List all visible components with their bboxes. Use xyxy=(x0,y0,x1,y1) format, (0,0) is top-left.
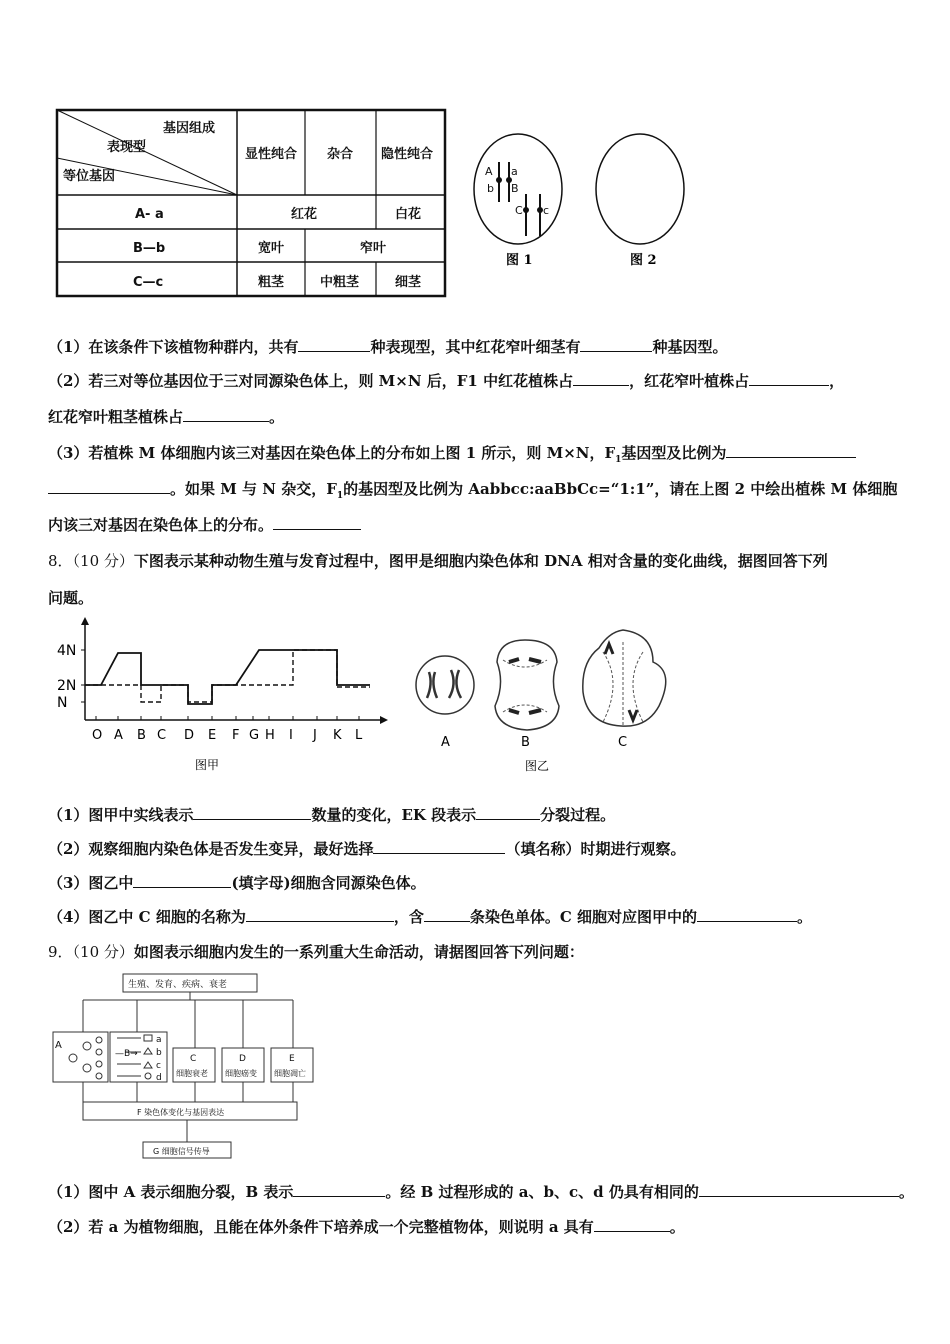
x-axis-arrow xyxy=(380,716,388,724)
q7-part2-cont: 红花窄叶粗茎植株占 。 xyxy=(48,408,285,426)
answer-blank[interactable] xyxy=(373,839,505,854)
x-tick-label: B xyxy=(137,728,146,743)
row-gene: B—b xyxy=(133,241,166,256)
q7-part3: （3）若植株 M 体细胞内该三对基因在染色体上的分布如上图 1 所示，则 M×N，$F_1$基因型及比例为 xyxy=(48,443,856,470)
chart-caption-yi: 图乙 xyxy=(525,759,550,773)
cell-c xyxy=(583,630,666,750)
fig2-cell xyxy=(590,132,690,272)
fig1-caption: 图 1 xyxy=(506,253,533,268)
cell-label: C xyxy=(618,735,628,750)
q8-s4: （4）图乙中 C 细胞的名称为 ，含 条染色单体。C 细胞对应图甲中的 。 xyxy=(48,908,813,926)
answer-blank[interactable] xyxy=(183,407,269,422)
abcd-label: d xyxy=(156,1073,162,1083)
y-tick-label: 4N xyxy=(57,643,77,659)
q8-s3: （3）图乙中 (填字母)细胞含同源染色体。 xyxy=(48,874,426,892)
genotype-table xyxy=(55,108,450,300)
fig1-cell xyxy=(470,132,570,272)
answer-blank[interactable] xyxy=(298,337,370,352)
table-cell: 红花 xyxy=(291,207,318,222)
q7-part2: （2）若三对等位基因位于三对同源染色体上，则 M×N 后，F1 中红花植株占 ，红花窄叶植株占 ， xyxy=(48,372,845,390)
x-tick-label: A xyxy=(114,728,123,743)
allele-label: b xyxy=(487,182,494,195)
answer-blank[interactable] xyxy=(273,515,361,530)
q8-s1: （1）图甲中实线表示 数量的变化，EK 段表示 分裂过程。 xyxy=(48,806,616,824)
label-b: —B→ xyxy=(115,1049,138,1059)
q9-diagram xyxy=(45,970,325,1166)
x-tick-label: O xyxy=(92,728,103,743)
col-header: 隐性纯合 xyxy=(381,147,434,162)
table-cell: 宽叶 xyxy=(258,241,285,256)
answer-blank[interactable] xyxy=(246,907,394,922)
answer-blank[interactable] xyxy=(573,371,629,386)
q7-part3-cont: 。如果 M 与 N 杂交，$F_1$的基因型及比例为 Aabbcc:aaBbCc=“1:1”，请在上图 2 中绘出植株 M 体细胞 xyxy=(48,479,897,506)
fig2-caption: 图 2 xyxy=(630,253,657,268)
row-gene: A- a xyxy=(135,207,164,222)
d-letter: D xyxy=(239,1054,246,1064)
q9-intro: 9．（10 分）如图表示细胞内发生的一系列重大生命活动，请据图回答下列问题： xyxy=(48,943,584,961)
abcd-label: b xyxy=(156,1048,162,1058)
chart-caption: 图甲 xyxy=(195,758,220,772)
x-tick-label: D xyxy=(184,728,195,743)
col-header: 杂合 xyxy=(327,147,354,162)
x-tick-label: I xyxy=(289,728,293,743)
allele-label: A xyxy=(485,165,493,178)
table-cell: 白花 xyxy=(395,207,422,222)
series-dashed-line xyxy=(85,650,370,702)
cells-yi xyxy=(405,622,675,782)
diag-mid-label: 表现型 xyxy=(107,140,147,155)
q9-s1: （1）图中 A 表示细胞分裂，B 表示 。经 B 过程形成的 a、b、c、d 仍具有相同的 。 xyxy=(48,1183,914,1201)
answer-blank[interactable] xyxy=(48,479,170,494)
cell-label: A xyxy=(441,735,450,750)
d-text: 细胞癌变 xyxy=(225,1069,257,1078)
answer-blank[interactable] xyxy=(699,1182,899,1197)
x-tick-label: L xyxy=(355,728,363,743)
q9-s2: （2）若 a 为植物细胞，且能在体外条件下培养成一个完整植物体，则说明 a 具有 。 xyxy=(48,1218,685,1236)
x-tick-label: C xyxy=(157,728,167,743)
e-text: 细胞凋亡 xyxy=(274,1069,306,1078)
table-cell: 粗茎 xyxy=(258,275,285,290)
y-tick-label: 2N xyxy=(57,678,77,694)
answer-blank[interactable] xyxy=(193,805,311,820)
chart-jia xyxy=(55,615,390,775)
answer-blank[interactable] xyxy=(580,337,652,352)
cell-label: B xyxy=(521,735,530,750)
q7-part1: （1）在该条件下该植物种群内，共有 种表现型，其中红花窄叶细茎有 种基因型。 xyxy=(48,338,728,356)
allele-label: B xyxy=(511,182,519,195)
table-cell: 窄叶 xyxy=(360,241,387,256)
answer-blank[interactable] xyxy=(476,805,540,820)
answer-blank[interactable] xyxy=(749,371,829,386)
top-box-label: 生殖、发育、疾病、衰老 xyxy=(128,980,228,990)
x-tick-label: G xyxy=(249,728,260,743)
f-box-label: F 染色体变化与基因表达 xyxy=(137,1108,225,1117)
x-tick-label: F xyxy=(232,728,240,743)
answer-blank[interactable] xyxy=(697,907,797,922)
y-tick-label: N xyxy=(57,695,68,711)
x-tick-label: E xyxy=(208,728,217,743)
table-cell: 细茎 xyxy=(395,275,422,290)
q8-intro-cont: 问题。 xyxy=(48,589,94,607)
col-header: 显性纯合 xyxy=(245,147,298,162)
allele-label: C xyxy=(515,204,523,217)
x-tick-label: J xyxy=(313,728,317,743)
series-solid-line xyxy=(85,650,370,704)
abcd-label: c xyxy=(156,1061,161,1071)
label-a: A xyxy=(55,1040,62,1051)
allele-label: c xyxy=(543,204,550,217)
answer-blank[interactable] xyxy=(424,907,470,922)
answer-blank[interactable] xyxy=(594,1217,670,1232)
c-text: 细胞衰老 xyxy=(176,1069,208,1078)
table-cell: 中粗茎 xyxy=(320,275,360,290)
abcd-label: a xyxy=(156,1035,162,1045)
diag-top-label: 基因组成 xyxy=(163,121,216,136)
e-letter: E xyxy=(289,1054,295,1064)
q8-s2: （2）观察细胞内染色体是否发生变异，最好选择 （填名称）时期进行观察。 xyxy=(48,840,686,858)
answer-blank[interactable] xyxy=(133,873,231,888)
y-axis-arrow xyxy=(81,617,89,625)
q7-part3-end: 内该三对基因在染色体上的分布。 xyxy=(48,515,361,535)
q8-intro: 8．（10 分）下图表示某种动物生殖与发育过程中，图甲是细胞内染色体和 DNA 相对含量的变化曲线，据图回答下列 xyxy=(48,552,828,570)
row-gene: C—c xyxy=(133,275,164,290)
g-box-label: G 细胞信号传导 xyxy=(153,1147,210,1156)
x-tick-label: K xyxy=(333,728,342,743)
c-letter: C xyxy=(190,1054,197,1064)
diag-bottom-label: 等位基因 xyxy=(63,169,116,184)
answer-blank[interactable] xyxy=(293,1182,385,1197)
cell-b xyxy=(495,640,559,750)
cell-a xyxy=(416,656,474,750)
x-tick-label: H xyxy=(265,728,275,743)
allele-label: a xyxy=(511,165,518,178)
answer-blank[interactable] xyxy=(726,443,856,458)
